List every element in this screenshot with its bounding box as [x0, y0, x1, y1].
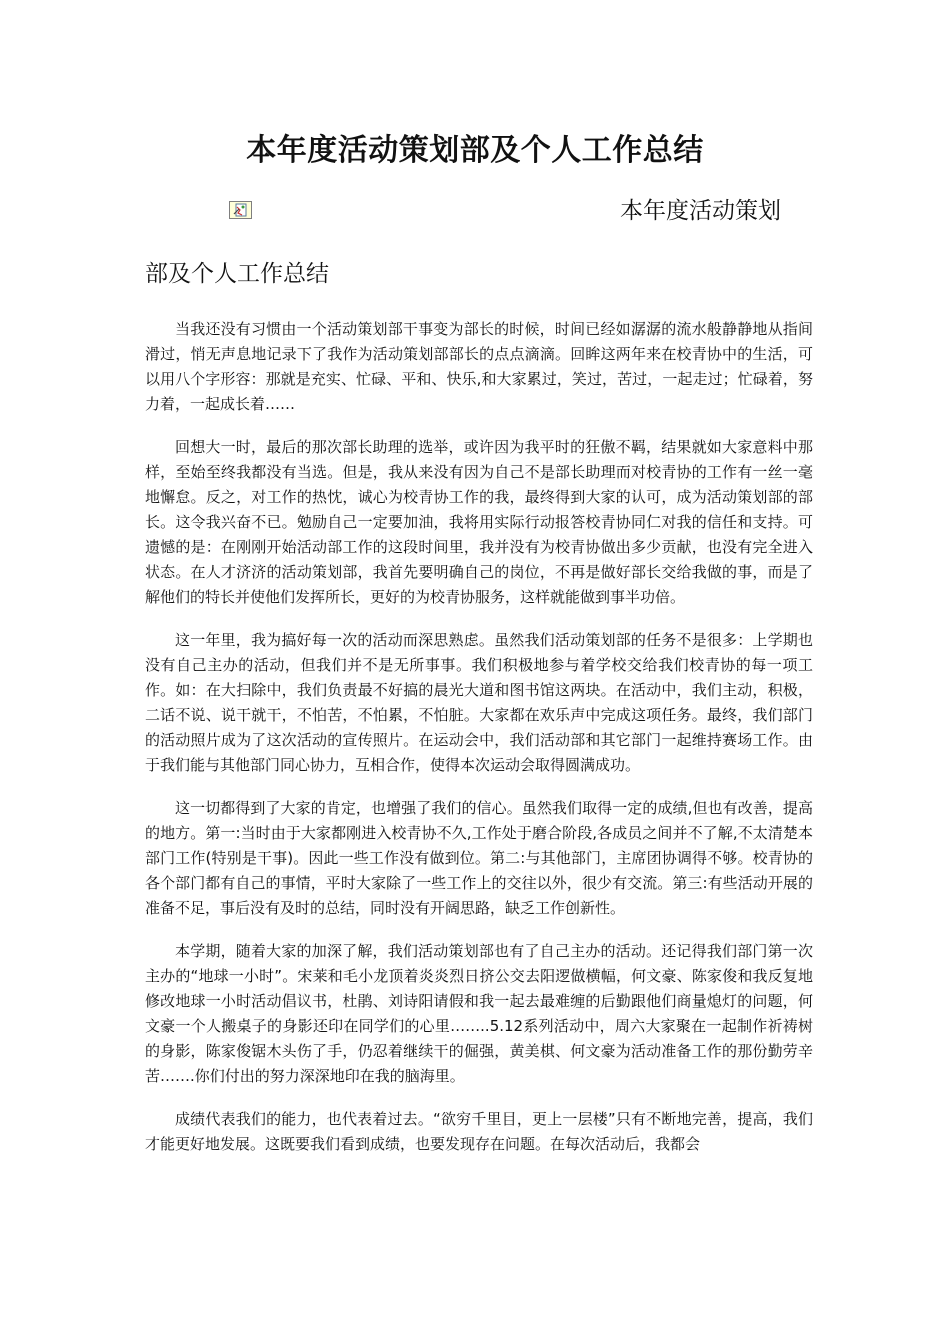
paragraph-2: 回想大一时，最后的那次部长助理的选举，或许因为我平时的狂傲不羁，结果就如大家意料中那样，至始至终我都没有当选。但是，我从来没有因为自己不是部长助理而对校青协的工作有一丝一毫地懈怠。反之，对工作的热忱，诚心为校青协工作的我，最终得到大家的认可，成为活动策划部的部长。这令我兴奋不已。勉励自己一定要加油，我将用实际行动报答校青协同仁对我的信任和支持。可遗憾的是：在刚刚开始活动部工作的这段时间里，我并没有为校青协做出多少贡献，也没有完全进入状态。在人才济济的活动策划部，我首先要明确自己的岗位，不再是做好部长交给我做的事，而是了解他们的特长并使他们发挥所长，更好的为校青协服务，这样就能做到事半功倍。 [145, 438, 813, 606]
broken-image-icon [229, 201, 252, 219]
paragraph-4: 这一切都得到了大家的肯定，也增强了我们的信心。虽然我们取得一定的成绩,但也有改善，提高的地方。第一:当时由于大家都刚进入校青协不久,工作处于磨合阶段,各成员之间并不了解,不太清楚本部门工作(特别是干事)。因此一些工作没有做到位。第二:与其他部门，主席团协调得不够。校青协的各个部门都有自己的事情，平时大家除了一些工作上的交往以外，很少有交流。第三:有些活动开展的准备不足，事后没有及时的总结，同时没有开阔思路，缺乏工作创新性。 [145, 799, 813, 917]
body-text [145, 317, 813, 1175]
paragraph-5: 本学期，随着大家的加深了解，我们活动策划部也有了自己主办的活动。还记得我们部门第一次主办的“地球一小时”。宋莱和毛小龙顶着炎炎烈日挤公交去阳逻做横幅，何文豪、陈家俊和我反复地修改地球一小时活动倡议书，杜鹃、刘诗阳请假和我一起去最难缠的后勤跟他们商量熄灯的问题，何文豪一个人搬桌子的身影还印在同学们的心里……..5.12系列活动中，周六大家聚在一起制作祈祷树的身影，陈家俊锯木头伤了手，仍忍着继续干的倔强，黄美棋、何文豪为活动准备工作的那份勤劳辛苦…….你们付出的努力深深地印在我的脑海里。 [145, 942, 813, 1085]
subtitle-part2: 部及个人工作总结 [145, 261, 329, 287]
paragraph-1: 当我还没有习惯由一个活动策划部干事变为部长的时候，时间已经如潺潺的流水般静静地从指间滑过，悄无声息地记录下了我作为活动策划部部长的点点滴滴。回眸这两年来在校青协中的生活，可以用八个字形容：那就是充实、忙碌、平和、快乐,和大家累过，笑过，苦过，一起走过；忙碌着，努力着，一起成长着…… [145, 320, 813, 413]
paragraph-6: 成绩代表我们的能力，也代表着过去。“欲穷千里目，更上一层楼”只有不断地完善，提高，我们才能更好地发展。这既要我们看到成绩，也要发现存在问题。在每次活动后，我都会 [145, 1110, 813, 1153]
broken-image-icon-graphic [230, 202, 251, 218]
document-title: 本年度活动策划部及个人工作总结 [246, 133, 704, 168]
subtitle-part1: 本年度活动策划 [620, 198, 781, 224]
paragraph-3: 这一年里，我为搞好每一次的活动而深思熟虑。虽然我们活动策划部的任务不是很多：上学期也没有自己主办的活动，但我们并不是无所事事。我们积极地参与着学校交给我们校青协的每一项工作。如：在大扫除中，我们负责最不好搞的晨光大道和图书馆这两块。在活动中，我们主动，积极，二话不说、说干就干，不怕苦，不怕累，不怕脏。大家都在欢乐声中完成这项任务。最终，我们部门的活动照片成为了这次活动的宣传照片。在运动会中，我们活动部和其它部门一起维持赛场工作。由于我们能与其他部门同心协力，互相合作，使得本次运动会取得圆满成功。 [145, 631, 813, 774]
